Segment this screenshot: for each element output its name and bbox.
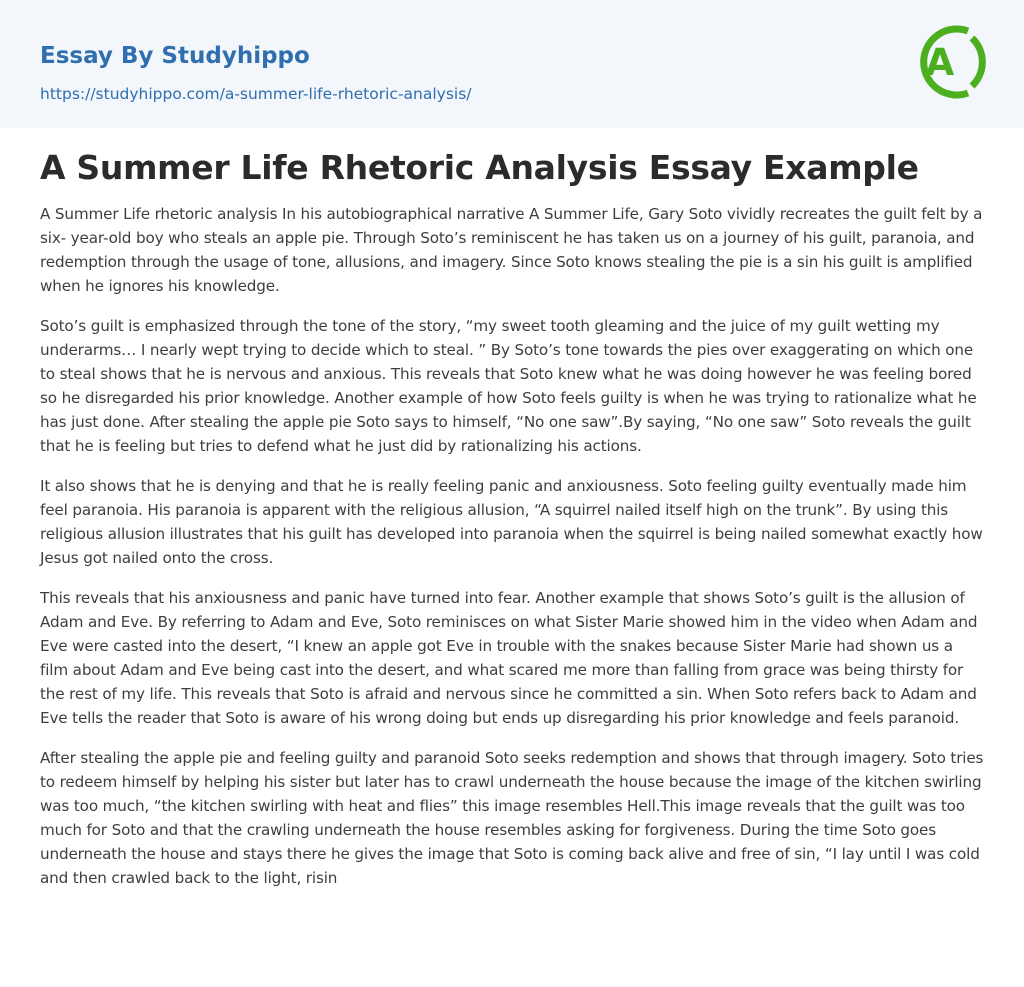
page-url-link[interactable]: https://studyhippo.com/a-summer-life-rhetoric-analysis/ [40, 85, 472, 103]
article-paragraph: It also shows that he is denying and that he is really feeling panic and anxiousness. Soto feeling guilty eventually made him feel paranoia. His paranoia is apparent with the religious allusion, “A squirrel nailed itself high on the trunk”. By using this religious allusion illustrates that his guilt has developed into paranoia when the squirrel is being nailed somewhat exactly how Jesus got nailed onto the cross. [40, 477, 983, 567]
article-paragraph: Soto’s guilt is emphasized through the tone of the story, “my sweet tooth gleaming and the juice of my guilt wetting my underarms… I nearly wept trying to decide which to steal. ” By Soto’s tone towards the pies over exaggerating on which one to steal shows that he is nervous and anxious. This reveals that Soto knew what he was doing however he was feeling bored so he disregarded his prior knowledge. Another example of how Soto feels guilty is when he was trying to rationalize what he has just done. After stealing the apple pie Soto says to himself, “No one saw”.By saying, “No one saw” Soto reveals the guilt that he is feeling but tries to defend what he just did by rationalizing his actions. [40, 317, 977, 455]
logo-letter: A [925, 41, 955, 84]
site-brand[interactable]: Essay By Studyhippo [40, 43, 310, 69]
article-paragraph: After stealing the apple pie and feeling guilty and paranoid Soto seeks redemption and shows that through imagery. Soto tries to redeem himself by helping his sister but later has to crawl underneath the house because the image of the kitchen swirling was too much, “the kitchen swirling with heat and flies” this image resembles Hell.This image reveals that the guilt was too much for Soto and that the crawling underneath the house resembles asking for forgiveness. During the time Soto goes underneath the house and stays there he gives the image that Soto is coming back alive and free of sin, “I lay until I was cold and then crawled back to the light, risin [40, 749, 984, 887]
article-title: A Summer Life Rhetoric Analysis Essay Example [40, 148, 919, 187]
site-header [0, 0, 1024, 128]
article-paragraph: A Summer Life rhetoric analysis In his autobiographical narrative A Summer Life, Gary Soto vividly recreates the guilt felt by a six- year-old boy who steals an apple pie. Through Soto’s reminiscent he has taken us on a journey of his guilt, paranoia, and redemption through the usage of tone, allusions, and imagery. Since Soto knows stealing the pie is a sin his guilt is amplified when he ignores his knowledge. [40, 205, 983, 295]
article-paragraph: This reveals that his anxiousness and panic have turned into fear. Another example that shows Soto’s guilt is the allusion of Adam and Eve. By referring to Adam and Eve, Soto reminisces on what Sister Marie showed him in the video when Adam and Eve were casted into the desert, “I knew an apple got Eve in trouble with the snakes because Sister Marie had shown us a film about Adam and Eve being cast into the desert, and what scared me more than falling from grace was being thirsty for the rest of my life. This reveals that Soto is afraid and nervous since he committed a sin. When Soto refers back to Adam and Eve tells the reader that Soto is aware of his wrong doing but ends up disregarding his prior knowledge and feels paranoid. [40, 589, 978, 727]
article-body [40, 140, 984, 906]
studyhippo-logo-icon[interactable] [912, 20, 986, 104]
